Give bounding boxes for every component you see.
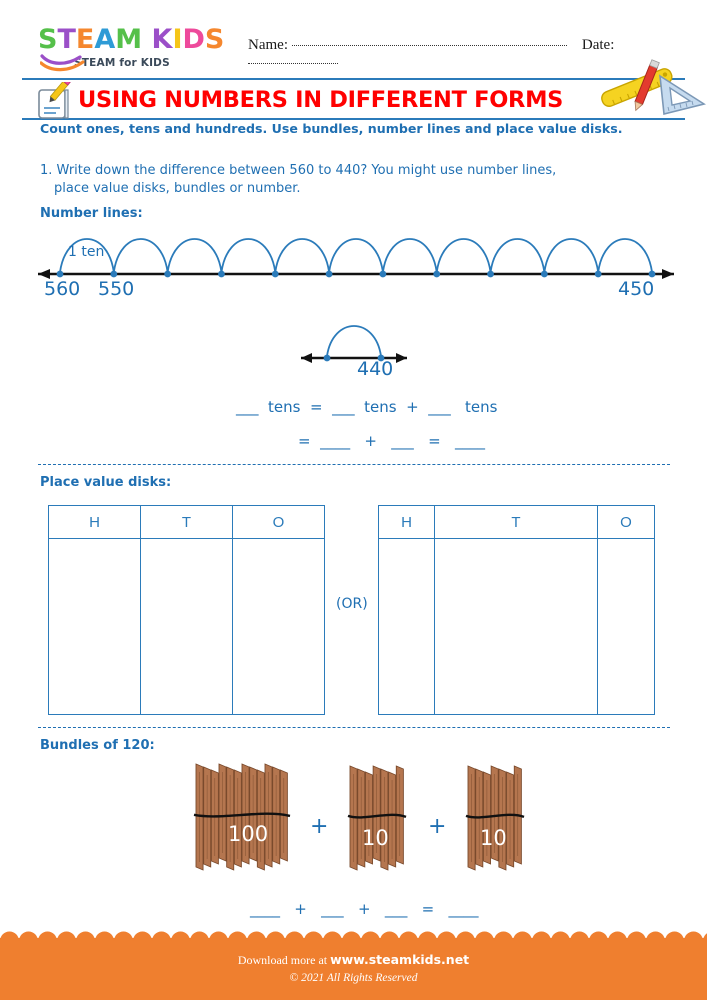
column-header-hundreds: H bbox=[49, 506, 141, 538]
logo-swoosh-icon bbox=[40, 52, 86, 72]
equation-tens[interactable]: ___ tens = ___ tens + ___ tens bbox=[236, 398, 498, 416]
number-line-1-graphic bbox=[30, 228, 680, 283]
bundle-of-10-icon-1 bbox=[346, 764, 408, 872]
column-header-ones: O bbox=[272, 513, 285, 531]
scallop-edge-decoration bbox=[0, 929, 707, 941]
number-line-label-440: 440 bbox=[357, 358, 394, 380]
column-header-ones: O bbox=[620, 513, 632, 531]
bundle-of-10-icon-2 bbox=[464, 764, 526, 872]
bundle-value-10-2: 10 bbox=[480, 826, 507, 850]
notepad-pencil-icon bbox=[34, 82, 74, 120]
question-number: 1. bbox=[40, 163, 53, 178]
section-label-number-lines: Number lines: bbox=[40, 206, 143, 221]
table-body-row bbox=[379, 539, 654, 714]
bundle-of-100-icon bbox=[192, 762, 292, 872]
intro-text: Count ones, tens and hundreds. Use bundles, number lines and place value disks. bbox=[40, 121, 623, 136]
column-header-hundreds: H bbox=[379, 506, 435, 538]
bundle-plus-2: + bbox=[428, 814, 447, 839]
bundle-value-100: 100 bbox=[228, 822, 269, 846]
cell-hundreds[interactable] bbox=[379, 539, 435, 714]
name-input-line[interactable] bbox=[292, 45, 567, 46]
column-header-tens: T bbox=[435, 506, 598, 538]
number-line-1 bbox=[30, 228, 680, 303]
number-line-label-550: 550 bbox=[98, 278, 135, 300]
date-input-line[interactable] bbox=[248, 63, 338, 64]
bundle-value-10-1: 10 bbox=[362, 826, 389, 850]
footer-copyright: © 2021 All Rights Reserved bbox=[289, 972, 418, 984]
divider-place-value bbox=[38, 464, 670, 465]
divider-bundles bbox=[38, 727, 670, 728]
footer-download-prefix: Download more at bbox=[237, 953, 331, 967]
table-body-row bbox=[49, 539, 324, 714]
question-1 bbox=[40, 162, 660, 199]
name-label: Name: bbox=[248, 37, 288, 53]
date-label: Date: bbox=[581, 37, 615, 53]
place-value-table-right[interactable] bbox=[378, 505, 655, 715]
title-bar bbox=[22, 78, 685, 120]
section-label-place-value: Place value disks: bbox=[40, 475, 172, 490]
logo-wordmark: STEAM KIDS bbox=[38, 24, 225, 55]
equation-bundles[interactable]: ____ + ___ + ___ = ____ bbox=[250, 900, 479, 918]
number-line-jump-label: 1 ten bbox=[68, 244, 105, 260]
cell-tens[interactable] bbox=[141, 539, 233, 714]
footer-download-text bbox=[0, 952, 707, 968]
question-line-2: place value disks, bundles or number. bbox=[54, 181, 301, 197]
number-line-label-560: 560 bbox=[44, 278, 81, 300]
cell-ones[interactable] bbox=[598, 539, 654, 714]
footer-website-link[interactable]: www.steamkids.net bbox=[330, 952, 470, 967]
steam-kids-logo bbox=[38, 24, 225, 69]
section-label-bundles: Bundles of 120: bbox=[40, 738, 155, 753]
ruler-pencil-triangle-icon bbox=[592, 58, 707, 120]
cell-tens[interactable] bbox=[435, 539, 598, 714]
number-line-2 bbox=[285, 318, 425, 380]
table-header-row bbox=[49, 506, 324, 539]
bundles-row bbox=[180, 762, 560, 877]
table-header-row bbox=[379, 506, 654, 539]
cell-hundreds[interactable] bbox=[49, 539, 141, 714]
page-footer bbox=[0, 938, 707, 1000]
column-header-tens: T bbox=[141, 506, 233, 538]
question-line-1: Write down the difference between 560 to 440? You might use number lines, bbox=[56, 163, 557, 178]
logo-tagline: STEAM for KIDS bbox=[74, 57, 170, 69]
bundle-plus-1: + bbox=[310, 814, 329, 839]
number-line-2-graphic bbox=[285, 318, 425, 366]
equation-sum[interactable]: = ____ + ___ = ____ bbox=[298, 432, 485, 450]
or-label: (OR) bbox=[336, 596, 368, 612]
place-value-table-left[interactable] bbox=[48, 505, 325, 715]
number-line-label-450: 450 bbox=[618, 278, 655, 300]
cell-ones[interactable] bbox=[233, 539, 324, 714]
page-title: USING NUMBERS IN DIFFERENT FORMS bbox=[78, 87, 564, 113]
